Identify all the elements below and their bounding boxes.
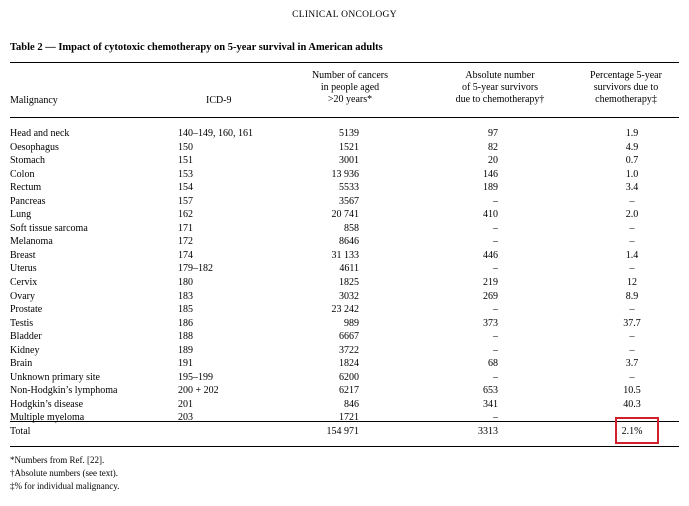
cell-number-of-cancers: 989	[344, 317, 359, 329]
table-row	[0, 317, 689, 331]
running-head: CLINICAL ONCOLOGY	[292, 10, 397, 20]
cell-absolute-number: 68	[488, 358, 498, 370]
table-row	[0, 222, 689, 236]
header-line: Absolute number	[465, 70, 535, 81]
total-label: Total	[10, 426, 31, 437]
cell-icd: 174	[178, 249, 193, 261]
table-row	[0, 181, 689, 195]
header-line: Number of cancers	[311, 70, 389, 81]
table-row	[0, 290, 689, 304]
cell-number-of-cancers: 6217	[339, 385, 359, 397]
cell-icd: 157	[178, 195, 193, 207]
cell-malignancy: Brain	[10, 358, 33, 370]
highlight-box	[615, 417, 659, 444]
cell-malignancy: Colon	[10, 168, 35, 180]
cell-number-of-cancers: 3001	[339, 155, 359, 167]
cell-absolute-number: –	[493, 195, 498, 207]
cell-icd: 195–199	[178, 371, 213, 383]
cell-malignancy: Non-Hodgkin’s lymphoma	[10, 385, 118, 397]
table-row	[0, 371, 689, 385]
header-rule	[10, 117, 679, 118]
cell-percentage: –	[629, 344, 635, 356]
table-row	[0, 235, 689, 249]
header-malignancy: Malignancy	[10, 95, 58, 106]
header-line: due to chemotherapy†	[455, 94, 545, 105]
cell-percentage: 2.0	[625, 209, 639, 221]
cell-number-of-cancers: 23 242	[331, 304, 359, 316]
cell-malignancy: Breast	[10, 249, 36, 261]
cell-icd: 180	[178, 277, 193, 289]
cell-percentage: –	[629, 412, 635, 424]
cell-malignancy: Ovary	[10, 290, 35, 302]
cell-number-of-cancers: 6200	[339, 371, 359, 383]
cell-icd: 153	[178, 168, 193, 180]
cell-icd: 150	[178, 141, 193, 153]
footnote: †Absolute numbers (see text).	[10, 468, 118, 478]
cell-malignancy: Cervix	[10, 277, 38, 289]
cell-absolute-number: 410	[483, 209, 498, 221]
top-rule	[10, 62, 679, 63]
cell-icd: 186	[178, 317, 193, 329]
cell-malignancy: Unknown primary site	[10, 371, 100, 383]
cell-number-of-cancers: 1824	[339, 358, 359, 370]
cell-malignancy: Hodgkin’s disease	[10, 398, 84, 410]
cell-percentage: 12	[627, 277, 637, 289]
cell-icd: 140–149, 160, 161	[178, 128, 253, 139]
cell-percentage: –	[629, 263, 635, 275]
table-row	[0, 141, 689, 155]
table-row	[0, 398, 689, 412]
cell-malignancy: Stomach	[10, 155, 45, 167]
cell-percentage: 1.4	[625, 249, 639, 261]
cell-malignancy: Prostate	[10, 304, 43, 316]
cell-absolute-number: –	[493, 331, 498, 343]
footnote: *Numbers from Ref. [22].	[10, 455, 105, 465]
cell-number-of-cancers: 1721	[339, 412, 359, 424]
total-percentage: 2.1%	[621, 426, 643, 437]
cell-percentage: 3.4	[625, 182, 639, 194]
cell-percentage: –	[629, 236, 635, 248]
cell-absolute-number: 82	[488, 141, 498, 153]
cell-percentage: 40.3	[623, 398, 641, 410]
cell-icd: 172	[178, 236, 193, 248]
header-number-of-cancers	[290, 70, 410, 106]
cell-malignancy: Rectum	[10, 182, 42, 194]
cell-absolute-number: 269	[483, 290, 498, 302]
cell-percentage: 10.5	[623, 385, 641, 397]
footnote: ‡% for individual malignancy.	[10, 481, 120, 491]
cell-number-of-cancers: 5139	[339, 128, 359, 139]
cell-icd: 185	[178, 304, 193, 316]
cell-number-of-cancers: 846	[344, 398, 359, 410]
table-caption: Table 2 — Impact of cytotoxic chemotherapy on 5-year survival in American adults	[10, 42, 383, 53]
header-line: Percentage 5-year	[590, 70, 662, 81]
cell-number-of-cancers: 6667	[339, 331, 359, 343]
table-row	[0, 195, 689, 209]
cell-malignancy: Head and neck	[10, 128, 70, 139]
cell-absolute-number: –	[493, 236, 498, 248]
cell-icd: 154	[178, 182, 193, 194]
cell-absolute-number: –	[493, 304, 498, 316]
cell-icd: 162	[178, 209, 193, 221]
cell-malignancy: Pancreas	[10, 195, 46, 207]
table-row	[0, 154, 689, 168]
table-row	[0, 384, 689, 398]
cell-icd: 191	[178, 358, 193, 370]
cell-number-of-cancers: 3722	[339, 344, 359, 356]
cell-icd: 200 + 202	[178, 385, 219, 397]
cell-icd: 189	[178, 344, 193, 356]
cell-absolute-number: –	[493, 222, 498, 234]
table-row	[0, 303, 689, 317]
cell-number-of-cancers: 4611	[339, 263, 359, 275]
total-row	[0, 425, 689, 439]
cell-absolute-number: 97	[488, 128, 498, 139]
table-row	[0, 357, 689, 371]
table-row	[0, 262, 689, 276]
cell-number-of-cancers: 1521	[339, 141, 359, 153]
cell-number-of-cancers: 20 741	[331, 209, 359, 221]
header-icd: ICD-9	[206, 95, 232, 106]
cell-number-of-cancers: 31 133	[331, 249, 359, 261]
cell-percentage: –	[629, 371, 635, 383]
cell-icd: 179–182	[178, 263, 213, 275]
cell-percentage: 37.7	[623, 317, 641, 329]
footnotes	[10, 454, 119, 493]
header-line: survivors due to	[593, 82, 659, 93]
cell-malignancy: Melanoma	[10, 236, 53, 248]
header-percentage	[570, 70, 682, 106]
header-line: chemotherapy‡	[595, 94, 657, 105]
cell-icd: 203	[178, 412, 193, 424]
cell-absolute-number: 146	[483, 168, 498, 180]
table-row	[0, 249, 689, 263]
total-absolute-number: 3313	[478, 426, 498, 437]
cell-absolute-number: –	[493, 344, 498, 356]
cell-absolute-number: –	[493, 263, 498, 275]
cell-malignancy: Bladder	[10, 331, 42, 343]
header-line: of 5-year survivors	[461, 82, 539, 93]
cell-absolute-number: 189	[483, 182, 498, 194]
cell-icd: 183	[178, 290, 193, 302]
cell-percentage: 0.7	[625, 155, 639, 167]
cell-percentage: –	[629, 222, 635, 234]
cell-malignancy: Oesophagus	[10, 141, 59, 153]
cell-icd: 188	[178, 331, 193, 343]
table-row	[0, 344, 689, 358]
cell-percentage: 1.0	[625, 168, 639, 180]
cell-percentage: 1.9	[625, 128, 639, 139]
table-body	[0, 127, 689, 425]
cell-number-of-cancers: 13 936	[331, 168, 359, 180]
table-row	[0, 330, 689, 344]
cell-icd: 151	[178, 155, 193, 167]
total-rule	[10, 421, 679, 422]
cell-percentage: 3.7	[625, 358, 639, 370]
cell-malignancy: Kidney	[10, 344, 40, 356]
cell-number-of-cancers: 1825	[339, 277, 359, 289]
cell-malignancy: Multiple myeloma	[10, 412, 85, 424]
table-row	[0, 168, 689, 182]
header-absolute-number	[440, 70, 560, 106]
cell-malignancy: Uterus	[10, 263, 37, 275]
cell-icd: 171	[178, 222, 193, 234]
cell-number-of-cancers: 858	[344, 222, 359, 234]
cell-number-of-cancers: 3032	[339, 290, 359, 302]
cell-percentage: –	[629, 331, 635, 343]
total-number-of-cancers: 154 971	[326, 426, 359, 437]
bottom-rule	[10, 446, 679, 447]
table-row	[0, 208, 689, 222]
cell-absolute-number: 341	[483, 398, 498, 410]
cell-absolute-number: –	[493, 412, 498, 424]
cell-number-of-cancers: 8646	[339, 236, 359, 248]
table-row	[0, 127, 689, 141]
cell-absolute-number: 219	[483, 277, 498, 289]
cell-icd: 201	[178, 398, 193, 410]
cell-number-of-cancers: 3567	[339, 195, 359, 207]
cell-absolute-number: 20	[488, 155, 498, 167]
cell-absolute-number: 446	[483, 249, 498, 261]
cell-percentage: 8.9	[625, 290, 639, 302]
table-row	[0, 411, 689, 425]
cell-malignancy: Lung	[10, 209, 32, 221]
header-line: >20 years*	[327, 94, 373, 105]
cell-percentage: –	[629, 195, 635, 207]
cell-absolute-number: 373	[483, 317, 498, 329]
cell-malignancy: Testis	[10, 317, 34, 329]
cell-malignancy: Soft tissue sarcoma	[10, 222, 88, 234]
cell-percentage: –	[629, 304, 635, 316]
cell-absolute-number: –	[493, 371, 498, 383]
cell-percentage: 4.9	[625, 141, 639, 153]
table-row	[0, 276, 689, 290]
cell-absolute-number: 653	[483, 385, 498, 397]
cell-number-of-cancers: 5533	[339, 182, 359, 194]
header-line: in people aged	[320, 82, 380, 93]
